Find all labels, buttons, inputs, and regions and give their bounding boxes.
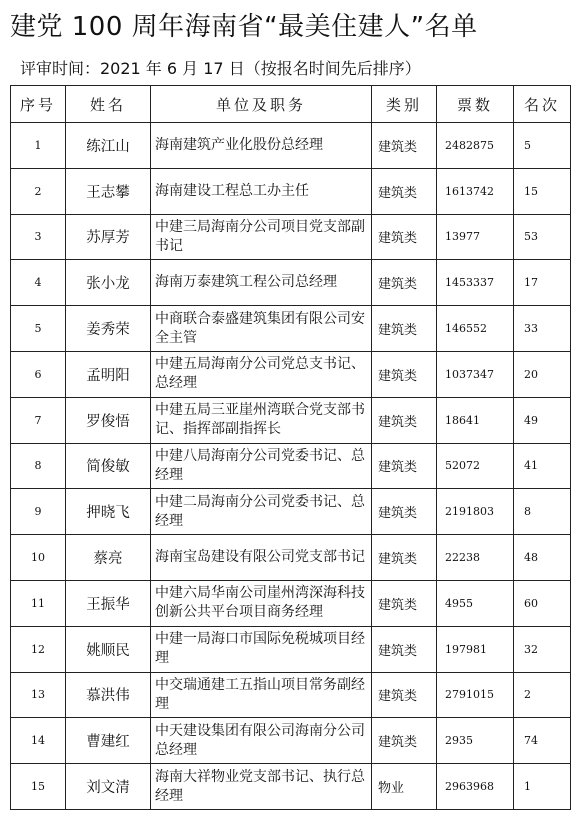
column-header-category: 类别	[372, 86, 437, 123]
table-row	[11, 764, 571, 810]
winners-table	[10, 85, 571, 810]
cell-unit-position: 中建五局三亚崖州湾联合党支部书记、指挥部副指挥长	[151, 397, 372, 443]
cell-name: 王振华	[66, 580, 151, 626]
column-header-rank: 名次	[514, 86, 571, 123]
cell-number: 8	[11, 443, 66, 489]
cell-votes: 1037347	[437, 351, 514, 397]
cell-name: 孟明阳	[66, 351, 151, 397]
cell-votes: 13977	[437, 214, 514, 260]
cell-votes: 197981	[437, 626, 514, 672]
table-row	[11, 580, 571, 626]
table-row	[11, 123, 571, 169]
cell-unit-position: 海南万泰建筑工程公司总经理	[151, 260, 372, 306]
cell-votes: 1613742	[437, 168, 514, 214]
cell-number: 9	[11, 489, 66, 535]
cell-category: 建筑类	[372, 214, 437, 260]
cell-unit-position: 中建五局海南分公司党总支书记、总经理	[151, 351, 372, 397]
cell-category: 建筑类	[372, 626, 437, 672]
cell-rank: 8	[514, 489, 571, 535]
cell-unit-position: 中建六局华南公司崖州湾深海科技创新公共平台项目商务经理	[151, 580, 372, 626]
cell-category: 建筑类	[372, 580, 437, 626]
table-row	[11, 535, 571, 581]
cell-votes: 2963968	[437, 764, 514, 810]
cell-unit-position: 海南大祥物业党支部书记、执行总经理	[151, 764, 372, 810]
cell-votes: 4955	[437, 580, 514, 626]
cell-rank: 1	[514, 764, 571, 810]
table-row	[11, 260, 571, 306]
column-header-name: 姓名	[66, 86, 151, 123]
table-row	[11, 214, 571, 260]
cell-votes: 52072	[437, 443, 514, 489]
review-date-subtitle: 评审时间：2021 年 6 月 17 日（按报名时间先后排序）	[20, 59, 421, 78]
cell-number: 15	[11, 764, 66, 810]
cell-rank: 49	[514, 397, 571, 443]
cell-name: 简俊敏	[66, 443, 151, 489]
cell-number: 12	[11, 626, 66, 672]
table-row	[11, 718, 571, 764]
cell-votes: 2791015	[437, 672, 514, 718]
cell-rank: 17	[514, 260, 571, 306]
cell-number: 2	[11, 168, 66, 214]
cell-category: 建筑类	[372, 123, 437, 169]
cell-number: 10	[11, 535, 66, 581]
table-row	[11, 306, 571, 352]
cell-category: 建筑类	[372, 489, 437, 535]
table-row	[11, 626, 571, 672]
cell-unit-position: 中商联合泰盛建筑集团有限公司安全主管	[151, 306, 372, 352]
cell-votes: 1453337	[437, 260, 514, 306]
page-title: 建党 100 周年海南省“最美住建人”名单	[10, 12, 478, 42]
cell-votes: 2482875	[437, 123, 514, 169]
cell-name: 王志攀	[66, 168, 151, 214]
cell-rank: 20	[514, 351, 571, 397]
cell-category: 建筑类	[372, 718, 437, 764]
cell-rank: 5	[514, 123, 571, 169]
cell-number: 4	[11, 260, 66, 306]
cell-category: 建筑类	[372, 351, 437, 397]
cell-number: 13	[11, 672, 66, 718]
table-header-row	[11, 86, 571, 123]
cell-name: 蔡亮	[66, 535, 151, 581]
cell-name: 苏厚芳	[66, 214, 151, 260]
cell-category: 建筑类	[372, 306, 437, 352]
cell-votes: 18641	[437, 397, 514, 443]
cell-votes: 2935	[437, 718, 514, 764]
cell-name: 姜秀荣	[66, 306, 151, 352]
cell-unit-position: 中交瑞通建工五指山项目常务副经理	[151, 672, 372, 718]
cell-votes: 22238	[437, 535, 514, 581]
cell-rank: 2	[514, 672, 571, 718]
column-header-unit: 单位及职务	[151, 86, 372, 123]
cell-rank: 60	[514, 580, 571, 626]
column-header-no: 序号	[11, 86, 66, 123]
table-row	[11, 672, 571, 718]
cell-name: 张小龙	[66, 260, 151, 306]
cell-category: 建筑类	[372, 260, 437, 306]
cell-unit-position: 海南建设工程总工办主任	[151, 168, 372, 214]
cell-number: 14	[11, 718, 66, 764]
cell-rank: 48	[514, 535, 571, 581]
column-header-votes: 票数	[437, 86, 514, 123]
cell-number: 11	[11, 580, 66, 626]
cell-category: 建筑类	[372, 397, 437, 443]
cell-rank: 15	[514, 168, 571, 214]
cell-name: 押晓飞	[66, 489, 151, 535]
cell-rank: 33	[514, 306, 571, 352]
cell-category: 建筑类	[372, 443, 437, 489]
table-row	[11, 489, 571, 535]
cell-name: 姚顺民	[66, 626, 151, 672]
table-row	[11, 168, 571, 214]
cell-rank: 74	[514, 718, 571, 764]
table-row	[11, 351, 571, 397]
cell-number: 3	[11, 214, 66, 260]
cell-unit-position: 中建三局海南分公司项目党支部副书记	[151, 214, 372, 260]
cell-category: 物业	[372, 764, 437, 810]
cell-rank: 53	[514, 214, 571, 260]
cell-number: 7	[11, 397, 66, 443]
cell-name: 刘文清	[66, 764, 151, 810]
cell-number: 6	[11, 351, 66, 397]
cell-category: 建筑类	[372, 672, 437, 718]
cell-number: 5	[11, 306, 66, 352]
cell-category: 建筑类	[372, 535, 437, 581]
cell-unit-position: 中建一局海口市国际免税城项目经理	[151, 626, 372, 672]
cell-unit-position: 中建二局海南分公司党委书记、总经理	[151, 489, 372, 535]
cell-unit-position: 中天建设集团有限公司海南分公司总经理	[151, 718, 372, 764]
cell-unit-position: 海南建筑产业化股份总经理	[151, 123, 372, 169]
cell-unit-position: 海南宝岛建设有限公司党支部书记	[151, 535, 372, 581]
cell-unit-position: 中建八局海南分公司党委书记、总经理	[151, 443, 372, 489]
cell-rank: 32	[514, 626, 571, 672]
cell-number: 1	[11, 123, 66, 169]
cell-name: 罗俊悟	[66, 397, 151, 443]
cell-rank: 41	[514, 443, 571, 489]
cell-votes: 146552	[437, 306, 514, 352]
cell-name: 慕洪伟	[66, 672, 151, 718]
cell-name: 曹建红	[66, 718, 151, 764]
cell-votes: 2191803	[437, 489, 514, 535]
cell-name: 练江山	[66, 123, 151, 169]
cell-category: 建筑类	[372, 168, 437, 214]
table-row	[11, 397, 571, 443]
table-row	[11, 443, 571, 489]
